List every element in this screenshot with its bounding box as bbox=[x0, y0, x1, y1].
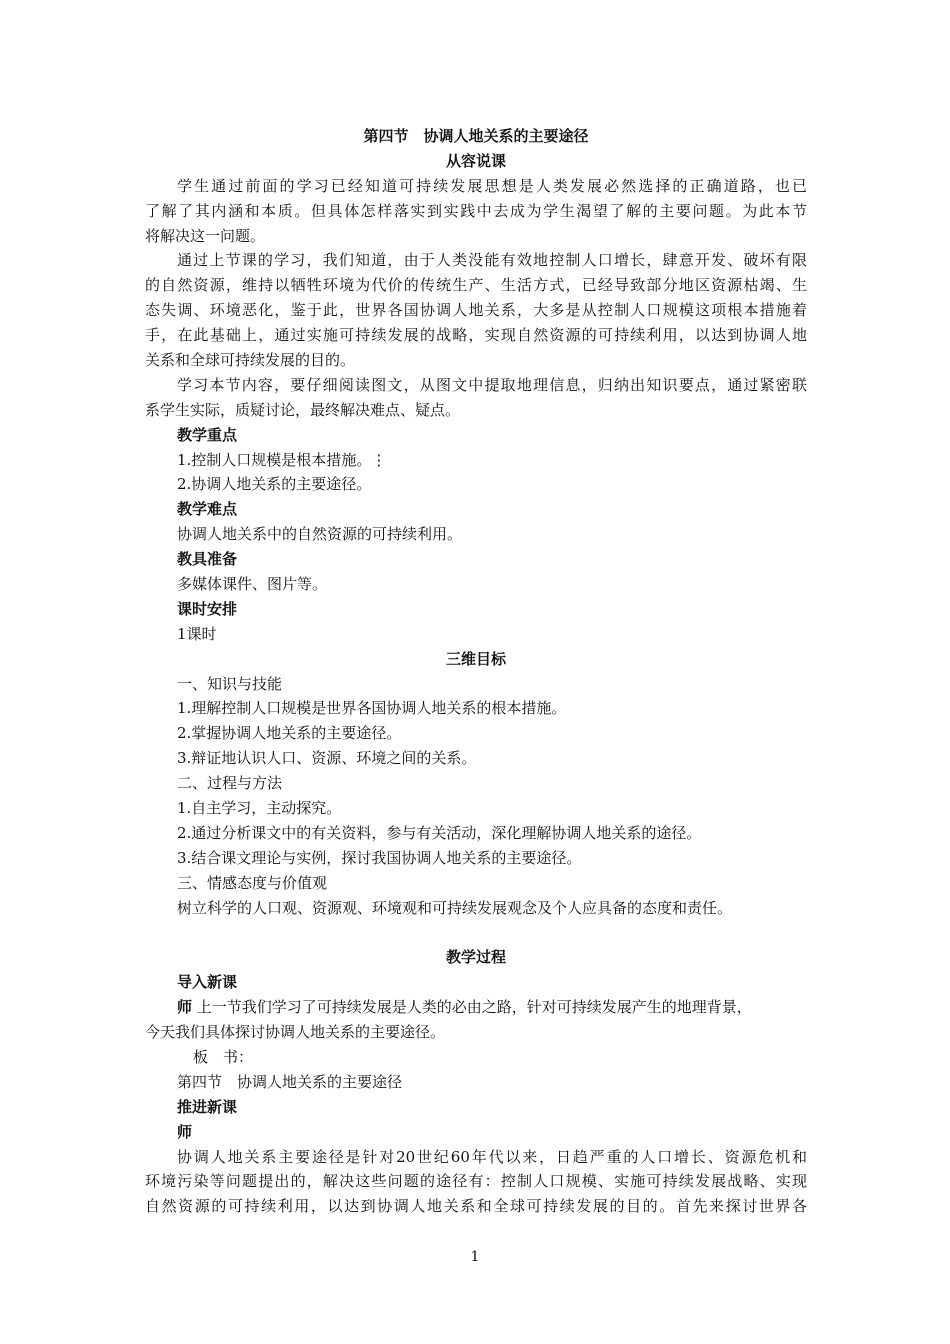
process-heading: 教学过程 bbox=[445, 948, 506, 967]
tools-heading: 教具准备 bbox=[177, 550, 238, 569]
teacher-label: 师 bbox=[177, 1122, 193, 1141]
intro-line: 将解决这一问题。 bbox=[145, 226, 266, 245]
teacher-line bbox=[145, 995, 807, 1020]
objective-item: 3.辩证地认识人口、资源、环境之间的关系。 bbox=[177, 749, 477, 768]
board-text: 第四节 协调人地关系的主要途径 bbox=[177, 1072, 403, 1091]
objective-item: 1.自主学习，主动探究。 bbox=[177, 799, 342, 818]
teacher-text: 上一节我们学习了可持续发展是人类的必由之路，针对可持续发展产生的地理背景， bbox=[192, 998, 752, 1017]
section-title: 第四节 协调人地关系的主要途径 bbox=[363, 127, 589, 145]
objective-text: 树立科学的人口观、资源观、环境观和可持续发展观念及个人应具备的态度和责任。 bbox=[177, 898, 733, 917]
teacher-line: 今天我们具体探讨协调人地关系的主要途径。 bbox=[145, 1023, 446, 1042]
paragraph-line: 环境污染等问题提出的，解决这些问题的途径有：控制人口规模、实施可持续发展战略、实现 bbox=[145, 1172, 807, 1191]
tools-text: 多媒体课件、图片等。 bbox=[177, 575, 328, 594]
key-point-item: 1.控制人口规模是根本措施。⋮ bbox=[177, 450, 387, 469]
board-label: 板 书： bbox=[193, 1047, 254, 1066]
schedule-heading: 课时安排 bbox=[177, 599, 238, 618]
intro-heading: 导入新课 bbox=[177, 973, 238, 992]
blank-line bbox=[145, 921, 807, 946]
paragraph-line: 态失调、环境恶化，鉴于此，世界各国协调人地关系，大多是从控制人口规模这项根本措施着 bbox=[145, 301, 807, 320]
paragraph-line: 的自然资源，维持以牺牲环境为代价的传统生产、生活方式，已经导致部分地区资源枯竭、生 bbox=[145, 276, 807, 295]
objective-section: 三、情感态度与价值观 bbox=[177, 873, 328, 892]
paragraph-line: 自然资源的可持续利用，以达到协调人地关系和全球可持续发展的目的。首先来探讨世界各 bbox=[145, 1197, 807, 1216]
objective-item: 3.结合课文理论与实例，探讨我国协调人地关系的主要途径。 bbox=[177, 848, 582, 867]
intro-line: 学生通过前面的学习已经知道可持续发展思想是人类发展必然选择的正确道路，也已 bbox=[177, 176, 807, 195]
objective-section: 二、过程与方法 bbox=[177, 774, 283, 793]
teacher-label: 师 bbox=[177, 998, 193, 1017]
objectives-heading: 三维目标 bbox=[445, 649, 506, 668]
document-body bbox=[145, 124, 807, 1219]
key-point-item: 2.协调人地关系的主要途径。 bbox=[177, 475, 372, 494]
page-number: 1 bbox=[470, 1249, 480, 1265]
objective-item: 2.通过分析课文中的有关资料，参与有关活动，深化理解协调人地关系的途径。 bbox=[177, 823, 702, 842]
objective-section: 一、知识与技能 bbox=[177, 674, 283, 693]
new-lesson-heading: 推进新课 bbox=[177, 1097, 238, 1116]
section-subtitle: 从容说课 bbox=[445, 151, 506, 170]
objective-item: 1.理解控制人口规模是世界各国协调人地关系的根本措施。 bbox=[177, 699, 567, 718]
intro-line: 了解了其内涵和本质。但具体怎样落实到实践中去成为学生渴望了解的主要问题。为此本节 bbox=[145, 201, 807, 220]
difficulty-heading: 教学难点 bbox=[177, 500, 238, 519]
paragraph-line: 手，在此基础上，通过实施可持续发展的战略，实现自然资源的可持续利用，以达到协调人地 bbox=[145, 326, 807, 345]
paragraph-line: 关系和全球可持续发展的目的。 bbox=[145, 351, 356, 370]
schedule-text: 1课时 bbox=[177, 624, 217, 643]
paragraph-line: 系学生实际，质疑讨论，最终解决难点、疑点。 bbox=[145, 400, 461, 419]
paragraph-line: 通过上节课的学习，我们知道，由于人类没能有效地控制人口增长，肆意开发、破坏有限 bbox=[177, 251, 807, 270]
objective-item: 2.掌握协调人地关系的主要途径。 bbox=[177, 724, 402, 743]
key-points-heading: 教学重点 bbox=[177, 425, 238, 444]
paragraph-line: 学习本节内容，要仔细阅读图文，从图文中提取地理信息，归纳出知识要点，通过紧密联 bbox=[177, 375, 807, 394]
paragraph-line: 协调人地关系主要途径是针对20世纪60年代以来，日趋严重的人口增长、资源危机和 bbox=[177, 1147, 807, 1166]
difficulty-text: 协调人地关系中的自然资源的可持续利用。 bbox=[177, 525, 463, 544]
